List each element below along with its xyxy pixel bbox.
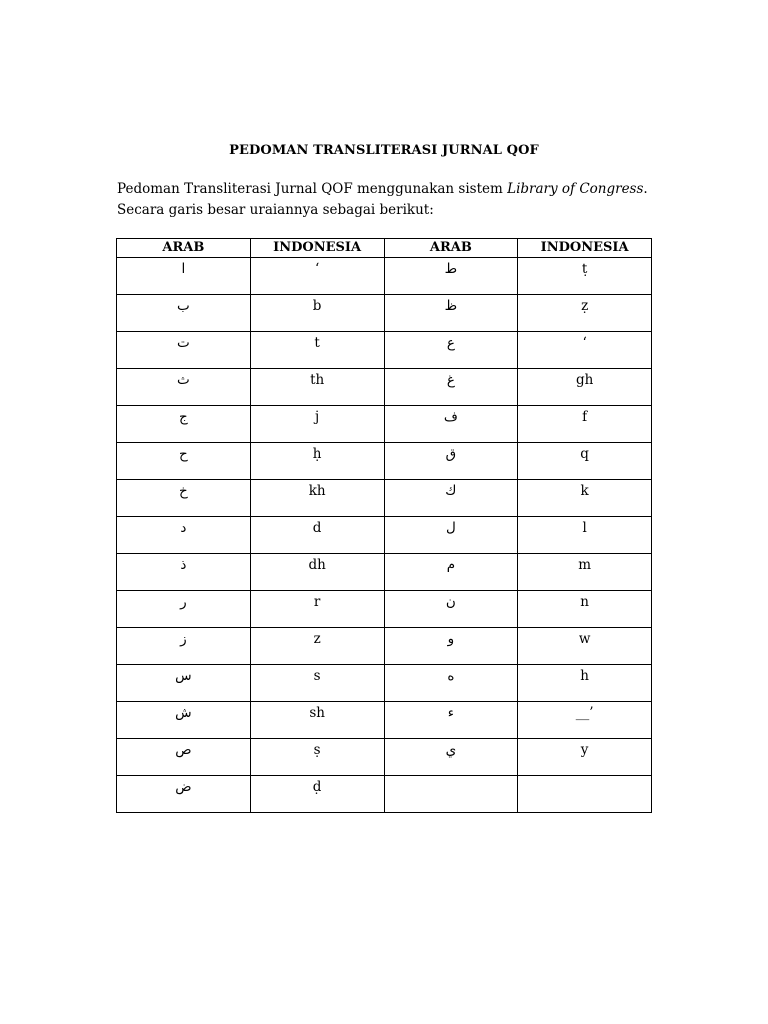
- intro-text-italic: Library of Congress: [507, 181, 644, 197]
- cell-arab-2: ق: [384, 443, 518, 480]
- cell-indonesia-2: ‘: [518, 332, 652, 369]
- cell-arab-1: ث: [117, 369, 251, 406]
- cell-arab-1: ب: [117, 295, 251, 332]
- cell-indonesia-1: d: [250, 517, 384, 554]
- cell-indonesia-1: ṣ: [250, 739, 384, 776]
- cell-arab-2: ي: [384, 739, 518, 776]
- cell-indonesia-1: ḍ: [250, 776, 384, 813]
- cell-arab-1: ش: [117, 702, 251, 739]
- cell-arab-2: و: [384, 628, 518, 665]
- cell-arab-2: ك: [384, 480, 518, 517]
- header-arab-2: ARAB: [384, 239, 518, 258]
- cell-indonesia-2: f: [518, 406, 652, 443]
- cell-indonesia-1: r: [250, 591, 384, 628]
- cell-arab-1: س: [117, 665, 251, 702]
- header-indonesia-1: INDONESIA: [250, 239, 384, 258]
- table-row: [117, 554, 652, 591]
- cell-indonesia-2: q: [518, 443, 652, 480]
- table-body: [117, 258, 652, 813]
- cell-arab-1: ا: [117, 258, 251, 295]
- header-indonesia-2: INDONESIA: [518, 239, 652, 258]
- cell-arab-1: ص: [117, 739, 251, 776]
- cell-indonesia-2: ṭ: [518, 258, 652, 295]
- table-row: [117, 628, 652, 665]
- cell-indonesia-2: m: [518, 554, 652, 591]
- cell-indonesia-2: k: [518, 480, 652, 517]
- cell-arab-2: ه: [384, 665, 518, 702]
- cell-arab-2: ن: [384, 591, 518, 628]
- cell-arab-1: خ: [117, 480, 251, 517]
- table-header: [117, 239, 652, 258]
- transliteration-table: [116, 238, 652, 813]
- cell-arab-2: ل: [384, 517, 518, 554]
- cell-arab-2: ع: [384, 332, 518, 369]
- header-row: [117, 239, 652, 258]
- cell-indonesia-2: __’: [518, 702, 652, 739]
- table-row: [117, 443, 652, 480]
- cell-indonesia-2: h: [518, 665, 652, 702]
- table-row: [117, 332, 652, 369]
- cell-indonesia-1: ḥ: [250, 443, 384, 480]
- cell-arab-1: ز: [117, 628, 251, 665]
- table-row: [117, 702, 652, 739]
- cell-arab-2: ء: [384, 702, 518, 739]
- cell-indonesia-1: ‘: [250, 258, 384, 295]
- cell-arab-2: [384, 776, 518, 813]
- cell-indonesia-1: z: [250, 628, 384, 665]
- cell-indonesia-2: n: [518, 591, 652, 628]
- cell-indonesia-1: th: [250, 369, 384, 406]
- cell-indonesia-2: y: [518, 739, 652, 776]
- cell-arab-2: م: [384, 554, 518, 591]
- cell-indonesia-1: j: [250, 406, 384, 443]
- table-row: [117, 517, 652, 554]
- cell-arab-2: ف: [384, 406, 518, 443]
- table-row: [117, 665, 652, 702]
- cell-arab-1: ر: [117, 591, 251, 628]
- table-row: [117, 739, 652, 776]
- cell-indonesia-2: [518, 776, 652, 813]
- cell-indonesia-1: sh: [250, 702, 384, 739]
- cell-indonesia-1: kh: [250, 480, 384, 517]
- cell-arab-2: ظ: [384, 295, 518, 332]
- table-row: [117, 295, 652, 332]
- cell-arab-1: ج: [117, 406, 251, 443]
- cell-indonesia-2: w: [518, 628, 652, 665]
- cell-arab-1: ت: [117, 332, 251, 369]
- cell-indonesia-1: t: [250, 332, 384, 369]
- cell-arab-1: د: [117, 517, 251, 554]
- table-row: [117, 776, 652, 813]
- cell-arab-1: ح: [117, 443, 251, 480]
- cell-arab-1: ض: [117, 776, 251, 813]
- cell-indonesia-2: gh: [518, 369, 652, 406]
- intro-text-start: Pedoman Transliterasi Jurnal QOF menggunakan sistem: [117, 181, 508, 197]
- cell-indonesia-2: l: [518, 517, 652, 554]
- intro-text-end: . Secara garis besar uraiannya sebagai berikut:: [117, 181, 648, 218]
- cell-arab-1: ذ: [117, 554, 251, 591]
- table-row: [117, 591, 652, 628]
- cell-indonesia-1: dh: [250, 554, 384, 591]
- cell-indonesia-1: b: [250, 295, 384, 332]
- table-row: [117, 406, 652, 443]
- cell-arab-2: ط: [384, 258, 518, 295]
- page-title: PEDOMAN TRANSLITERASI JURNAL QOF: [229, 143, 539, 158]
- intro-paragraph: [117, 179, 657, 221]
- table-row: [117, 480, 652, 517]
- cell-indonesia-1: s: [250, 665, 384, 702]
- table-row: [117, 258, 652, 295]
- cell-arab-2: غ: [384, 369, 518, 406]
- cell-indonesia-2: ẓ: [518, 295, 652, 332]
- table-row: [117, 369, 652, 406]
- header-arab-1: ARAB: [117, 239, 251, 258]
